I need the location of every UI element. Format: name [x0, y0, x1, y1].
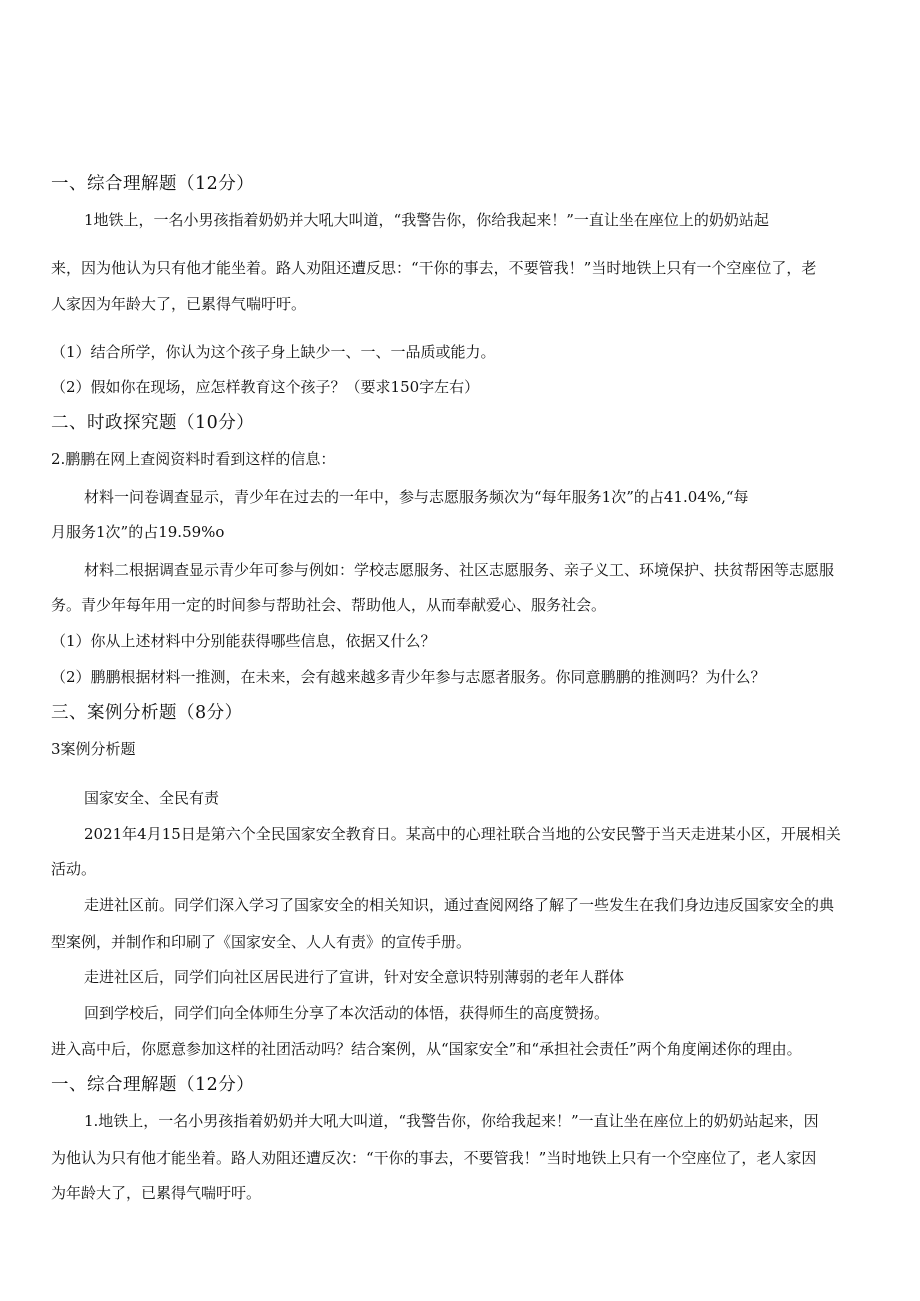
question-text: 为年龄大了，已累得气喘吁吁。 — [51, 1184, 262, 1202]
question-text: 1地铁上，一名小男孩指着奶奶并大吼大叫道，“我警告你，你给我起来！”一直让坐在座位上的奶奶站起 — [84, 211, 769, 229]
case-title: 国家安全、全民有责 — [84, 789, 220, 807]
sub-question: （2）假如你在现场，应怎样教育这个孩子？（要求150字左右） — [51, 378, 480, 396]
material-text: 材料一问卷调查显示，青少年在过去的一年中，参与志愿服务频次为“每年服务1次”的占41.04%,“每 — [84, 488, 749, 506]
section-heading: 一、综合理解题（12分） — [51, 1075, 255, 1095]
case-text: 2021年4月15日是第六个全民国家安全教育日。某高中的心理社联合当地的公安民警于当天走进某小区，开展相关 — [84, 825, 841, 843]
question-text: 人家因为年龄大了，已累得气喘吁吁。 — [51, 295, 307, 313]
question-text: 为他认为只有他才能坐着。路人劝阻还遭反次：“干你的事去，不要管我！”当时地铁上只有一个空座位了，老人家因 — [51, 1149, 817, 1167]
question-text: 3案例分析题 — [51, 740, 136, 758]
sub-question: （1）你从上述材料中分别能获得哪些信息，依据又什么？ — [51, 632, 436, 650]
sub-question: （2）鹏鹏根据材料一推测，在未来，会有越来越多青少年参与志愿者服务。你同意鹏鹏的推测吗？为什么？ — [51, 668, 766, 686]
material-text: 务。青少年每年用一定的时间参与帮助社会、帮助他人，从而奉献爱心、服务社会。 — [51, 596, 607, 614]
material-text: 材料二根据调查显示青少年可参与例如：学校志愿服务、社区志愿服务、亲子义工、环境保护、扶贫帮困等志愿服 — [84, 561, 835, 579]
case-text: 走进社区前。同学们深入学习了国家安全的相关知识，通过查阅网络了解了一些发生在我们身边违反国家安全的典 — [84, 896, 835, 914]
case-text: 走进社区后，同学们向社区居民进行了宣讲，针对安全意识特别薄弱的老年人群体 — [84, 968, 625, 986]
section-heading: 一、综合理解题（12分） — [51, 174, 255, 194]
section-heading: 二、时政探究题（10分） — [51, 413, 255, 433]
question-text: 1.地铁上，一名小男孩指着奶奶并大吼大叫道，“我警告你，你给我起来！”一直让坐在座位上的奶奶站起来，因 — [84, 1112, 819, 1130]
case-question: 进入高中后，你愿意参加这样的社团活动吗？结合案例，从“国家安全”和“承担社会责任”两个角度阐述你的理由。 — [51, 1040, 802, 1058]
sub-question: （1）结合所学，你认为这个孩子身上缺少一、一、一品质或能力。 — [51, 343, 496, 361]
question-text: 来，因为他认为只有他才能坐着。路人劝阻还遭反思：“干你的事去，不要管我！”当时地铁上只有一个空座位了，老 — [51, 259, 817, 277]
case-text: 回到学校后，同学们向全体师生分享了本次活动的体悟，获得师生的高度赞扬。 — [84, 1004, 610, 1022]
material-text: 月服务1次”的占19.59%o — [51, 523, 225, 541]
question-text: 2.鹏鹏在网上查阅资料时看到这样的信息： — [51, 450, 336, 468]
case-text: 活动。 — [51, 860, 97, 878]
section-heading: 三、案例分析题（8分） — [51, 703, 243, 723]
case-text: 型案例，并制作和印刷了《国家安全、人人有责》的宣传手册。 — [51, 933, 472, 951]
